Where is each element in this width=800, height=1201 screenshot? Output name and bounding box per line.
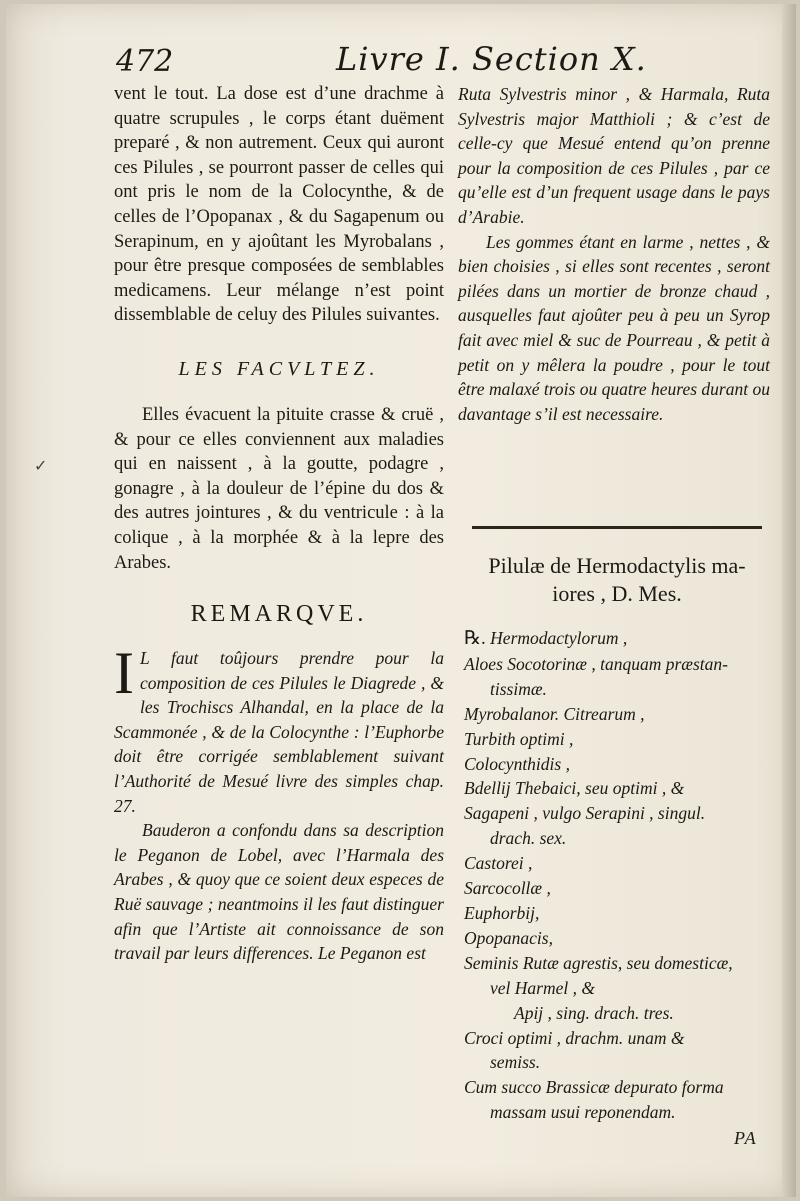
- right-paragraph-1: Ruta Sylvestris minor , & Harmala, Ruta Sylvestris major Matthioli ; & c’est de celle-cy que Mesué entend qu’on prenne pour la composition de ces Pilules , par ce qu’elle est d’un frequent usage dans le pays d’Arabie.: [458, 84, 770, 227]
- catchword: PA: [734, 1128, 758, 1148]
- drop-cap: I: [114, 640, 134, 707]
- recipe-item: semiss.: [490, 1052, 541, 1073]
- recipe-item: Apij , sing. drach. tres.: [514, 1002, 674, 1023]
- recipe-item: tissimæ.: [490, 678, 547, 699]
- section-rule: [472, 526, 762, 529]
- facultez-heading: LES FACVLTEZ.: [178, 357, 380, 380]
- recipe-item: Opopanacis,: [464, 927, 553, 948]
- recipe-title: [464, 552, 770, 608]
- recipe-item: Castorei ,: [464, 853, 533, 874]
- recipe-item: Myrobalanor. Citrearum ,: [464, 703, 645, 724]
- recipe-item: Euphorbij,: [464, 902, 540, 923]
- recipe-item: vel Harmel , &: [490, 977, 595, 998]
- page-number: 472: [116, 44, 174, 79]
- recipe-title-line-2: iores , D. Mes.: [552, 581, 682, 606]
- recipe-item: Croci optimi , drachm. unam &: [464, 1027, 685, 1048]
- left-column: [114, 82, 444, 966]
- recipe-title-line-1: Pilulæ de Hermodactylis ma-: [488, 553, 746, 578]
- recipe-item: drach. sex.: [490, 828, 567, 849]
- left-paragraph-3: Bauderon a confondu dans sa description le Peganon de Lobel, avec l’Harmala des Arabes , & quoy que ce soient deux especes de Ruë sauvage ; neantmoins il les faut distinguer afin que l’Artiste ait connoissance de son travail par leurs differences. Le Peganon est: [114, 820, 444, 964]
- recipe-item: Turbith optimi ,: [464, 728, 574, 749]
- recipe-item: Aloes Socotorinæ , tanquam præstan-: [464, 653, 728, 674]
- recipe-item: Sagapeni , vulgo Serapini , singul.: [464, 803, 706, 824]
- recipe-item: ℞. Hermodactylorum ,: [464, 628, 628, 649]
- recipe-symbol: ℞.: [464, 628, 486, 649]
- remarque-heading: REMARQVE.: [190, 601, 368, 628]
- left-paragraph-2: Elles évacuent la pituite crasse & cruë , & pour ce elles conviennent aux maladies qui en naissent , à la goutte, podagre , gonagre , à la douleur de l’épine du dos & des autres jointures , & du ventricule : à la colique , à la morphée & à la lepre des Arabes.: [114, 404, 444, 573]
- recipe-list: [464, 626, 770, 1125]
- right-column: [458, 82, 770, 426]
- margin-mark: ✓: [34, 456, 48, 475]
- recipe-item: Sarcocollæ ,: [464, 878, 551, 899]
- left-paragraph-1: vent le tout. La dose est d’une drachme à quatre scrupules , le corps étant duëment preparé , & non autrement. Ceux qui auront ces Pilules , se pourront passer de celles qui ont pris le nom de la Colocynthe, & de celles de l’Opopanax , & du Sagapenum ou Serapinum, en y ajoûtant les Myrobalans , pour être presque composées de semblables medicamens. Leur mélange n’est point dissemblable de celuy des Pilules suivantes.: [114, 84, 444, 326]
- recipe-item: Bdellij Thebaici, seu optimi , &: [464, 778, 685, 799]
- page-header: [6, 32, 790, 82]
- recipe-item: massam usui reponendam.: [490, 1102, 676, 1123]
- right-paragraph-2: Les gommes étant en larme , nettes , & bien choisies , si elles sont recentes , seront pilées dans un mortier de bronze chaud , ausquelles faut ajoûter peu à peu un Syrop fait avec miel & suc de Pourreau , & petit à petit on y mêlera la poudre , pour le tout être malaxé trois ou quatre heures durant ou davantage s’il est necessaire.: [458, 231, 770, 424]
- page-gutter: [782, 4, 796, 1197]
- recipe-item: Colocynthidis ,: [464, 753, 570, 774]
- remark-block: [114, 640, 444, 818]
- remark-text: L faut toûjours prendre pour la composition de ces Pilules le Diagrede , & les Trochiscs Alhandal, en la place de la Scammonée , & de la Colocynthe : l’Euphorbe doit être corrigée semblablement suivant l’Authorité de Mesué livre des simples chap. 27.: [114, 648, 444, 816]
- recipe-item: Seminis Rutæ agrestis, seu domesticæ,: [464, 952, 733, 973]
- book-page: [6, 4, 790, 1197]
- running-title: Livre I. Section X.: [336, 40, 647, 78]
- recipe-item: Cum succo Brassicæ depurato forma: [464, 1077, 724, 1098]
